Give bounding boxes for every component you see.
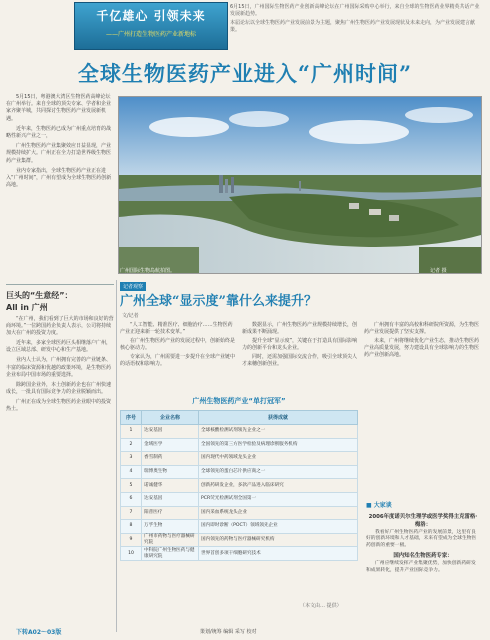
table-row — [121, 492, 358, 506]
section-banner — [74, 2, 228, 50]
table-row — [121, 506, 358, 520]
left-article-title: All in 广州 — [6, 303, 48, 312]
company-cell: 广州市药物与医疗器械研究院 — [142, 533, 199, 547]
article-paragraph: 未来，广州将继续优化产业生态，推动生物医药产业高质量发展，努力建设具有全球影响力的生物医药产业创新高地。 — [364, 337, 480, 358]
rank-cell: 4 — [121, 465, 142, 479]
intro-paragraph: 本届论坛以全球生物医药产业发展前景为主题，聚焦广州生物医药产业发展现状及未来走向，为产业发展建言献策。 — [230, 20, 476, 33]
table-row — [121, 533, 358, 547]
center-column-2 — [242, 322, 358, 369]
table-body — [121, 425, 358, 561]
quote-text: 广州应继续发挥产业集聚优势，加快创新药研发和成果转化，提升产业国际竞争力。 — [366, 561, 476, 573]
achievement-cell: 世界首创多项干细胞研究技术 — [199, 547, 358, 561]
article-paragraph: 在广州生物医药产业的发展过程中，创新始终是核心驱动力。 — [120, 337, 236, 351]
headline: 全球生物医药产业进入“广州时间” — [77, 61, 413, 86]
company-cell: 金域医学 — [142, 438, 199, 452]
article-paragraph: 广州正在成为全球生物医药企业眼中的投资热土。 — [6, 398, 112, 413]
article-paragraph: 近年来，多家全球医药巨头相继落户广州，设立区域总部、研发中心和生产基地。 — [6, 340, 112, 354]
achievement-cell: 创新药研发企业，多款产品进入临床研究 — [199, 479, 358, 493]
table-row — [121, 452, 358, 466]
rank-cell: 3 — [121, 452, 142, 466]
company-cell: 万孚生物 — [142, 520, 199, 534]
rank-cell: 9 — [121, 533, 142, 547]
achievement-cell: 国内领先的药物与医疗器械研究机构 — [199, 533, 358, 547]
rank-cell: 6 — [121, 492, 142, 506]
achievement-cell: 全球核酸检测试剂领先企业之一 — [199, 425, 358, 439]
article-paragraph: 5月15日，粤港澳大湾区生物医药高峰论坛在广州举行。来自全球的顶尖专家、学者和企业家齐聚羊城，共同探讨生物医药产业发展新机遇。 — [6, 94, 112, 122]
achievement-cell: 国内采血系统龙头企业 — [199, 506, 358, 520]
photo-credit: 记者 摄 — [430, 268, 447, 274]
article-paragraph: 广州拥有丰富的高校和科研院所资源，为生物医药产业发展提供了坚实支撑。 — [364, 322, 480, 335]
continued-on-page: 下转A02～03版 — [16, 629, 62, 636]
company-cell: 中科院广州生物医药与健康研究院 — [142, 547, 199, 561]
center-column-1 — [120, 322, 236, 369]
banner-subtitle: ——广州打造生物医药产业新地标 — [105, 31, 196, 38]
company-cell: 阳普医疗 — [142, 506, 199, 520]
table-header: 企业名称 — [142, 411, 199, 425]
rank-cell: 10 — [121, 547, 142, 561]
sidebar-box-head: ■ 大家谈 — [366, 502, 392, 509]
article-paragraph: 数据显示，广州生物医药产业规模持续增长，创新成果不断涌现。 — [242, 322, 358, 335]
rank-cell: 2 — [121, 438, 142, 452]
aerial-photo-illustration — [119, 97, 481, 273]
table-row — [121, 520, 358, 534]
rank-cell: 8 — [121, 520, 142, 534]
column-divider — [116, 280, 117, 632]
table-note: （本文由… 提供） — [300, 603, 342, 609]
achievement-cell: 全国领先的第三方医学检验及病理诊断服务机构 — [199, 438, 358, 452]
company-cell: 诺诚健华 — [142, 479, 199, 493]
achievement-cell: 国内即时诊断（POCT）领域领先企业 — [199, 520, 358, 534]
photo-caption: 广州国际生物岛航拍图。 — [120, 268, 176, 274]
table-row — [121, 425, 358, 439]
quote-speaker: 2006年度诺贝尔生理学或医学奖得主克雷格·梅洛： — [368, 514, 478, 528]
left-lower-article — [6, 316, 114, 416]
achievement-cell: 国内现代中药领域龙头企业 — [199, 452, 358, 466]
article-paragraph: 除跨国企业外，本土创新药企也在广州快速成长，一批具有国际竞争力的企业脱颖而出。 — [6, 381, 112, 395]
byline: 文/记者 — [122, 313, 139, 319]
page-credits: 策划/统筹 编辑 采写 校对 — [200, 629, 257, 635]
company-cell: 瑞博奥生物 — [142, 465, 199, 479]
banner-title: 千亿雄心 引领未来 — [96, 9, 206, 23]
champions-table-block — [120, 396, 358, 561]
company-cell: 香雪制药 — [142, 452, 199, 466]
rank-cell: 5 — [121, 479, 142, 493]
rank-cell: 7 — [121, 506, 142, 520]
table-row — [121, 547, 358, 561]
article-paragraph: 业内专家指出，全球生物医药产业正在进入“广州时间”，广州有望成为全球生物医药创新高地。 — [6, 167, 112, 189]
table-row — [121, 465, 358, 479]
article-paragraph: 近年来，生物医药已成为广州重点培育的战略性新兴产业之一， — [6, 125, 112, 140]
champions-table — [120, 410, 358, 561]
article-paragraph: 广州生物医药产业集聚效应日益显现，产业规模持续扩大。广州正在全力打造世界级生物医药产业集群。 — [6, 143, 112, 164]
achievement-cell: PCR荧光检测试剂全国第一 — [199, 492, 358, 506]
intro-paragraph: 6月15日，广州国际生物医药产业创新高峰论坛在广州国际采购中心举行，来自全球的生物医药业界精英共话产业发展新趋势。 — [230, 4, 480, 17]
article-paragraph: “在广州，我们看到了巨大的市场和良好的营商环境。”一位跨国药企负责人表示，公司将持续加大在广州的投资力度。 — [6, 316, 114, 337]
sidebar-box — [366, 510, 480, 576]
company-cell: 达安基因 — [142, 425, 199, 439]
divider — [6, 284, 114, 285]
table-header: 获得成就 — [199, 411, 358, 425]
table-row — [121, 438, 358, 452]
table-header: 序号 — [121, 411, 142, 425]
quote-text: 我看好广州生物医药产业的发展前景，这里有良好的创新环境和人才基础，未来有望成为全球生物医药创新的重要一极。 — [366, 530, 477, 548]
article-paragraph: 专家认为，广州需要进一步提升在全球产业链中的话语权和影响力。 — [120, 353, 236, 367]
center-column-3 — [364, 322, 480, 361]
article-paragraph: 提升全球“显示度”，关键在于打造具有国际影响力的创新平台和龙头企业。 — [242, 337, 358, 351]
section-tag: 记者观察 — [120, 282, 146, 291]
achievement-cell: 全球领先的蛋白芯片供应商之一 — [199, 465, 358, 479]
rank-cell: 1 — [121, 425, 142, 439]
article-paragraph: 业内人士认为，广州拥有完善的产业链条、丰富的临床资源和优越的政策环境，是生物医药企业布局中国市场的重要选择。 — [6, 357, 112, 378]
left-top-article — [6, 94, 114, 192]
table-title: 广州生物医药产业“单打冠军” — [192, 397, 286, 405]
article-paragraph: “人工智能、精准医疗、细胞治疗……生物医药产业正迎来新一轮技术变革。” — [120, 322, 233, 335]
company-cell: 达安基因 — [142, 492, 199, 506]
aerial-photo — [118, 96, 482, 274]
center-article-title: 广州全球“显示度”靠什么来提升？ — [120, 294, 317, 309]
article-paragraph: 同时，还需加强国际交流合作，吸引全球顶尖人才来穗创新创业。 — [242, 353, 358, 367]
table-row — [121, 479, 358, 493]
intro-text — [230, 4, 482, 54]
left-article-kicker: 巨头的“生意经”： — [6, 291, 73, 300]
quote-speaker: 国内知名生物医药专家： — [393, 553, 453, 560]
